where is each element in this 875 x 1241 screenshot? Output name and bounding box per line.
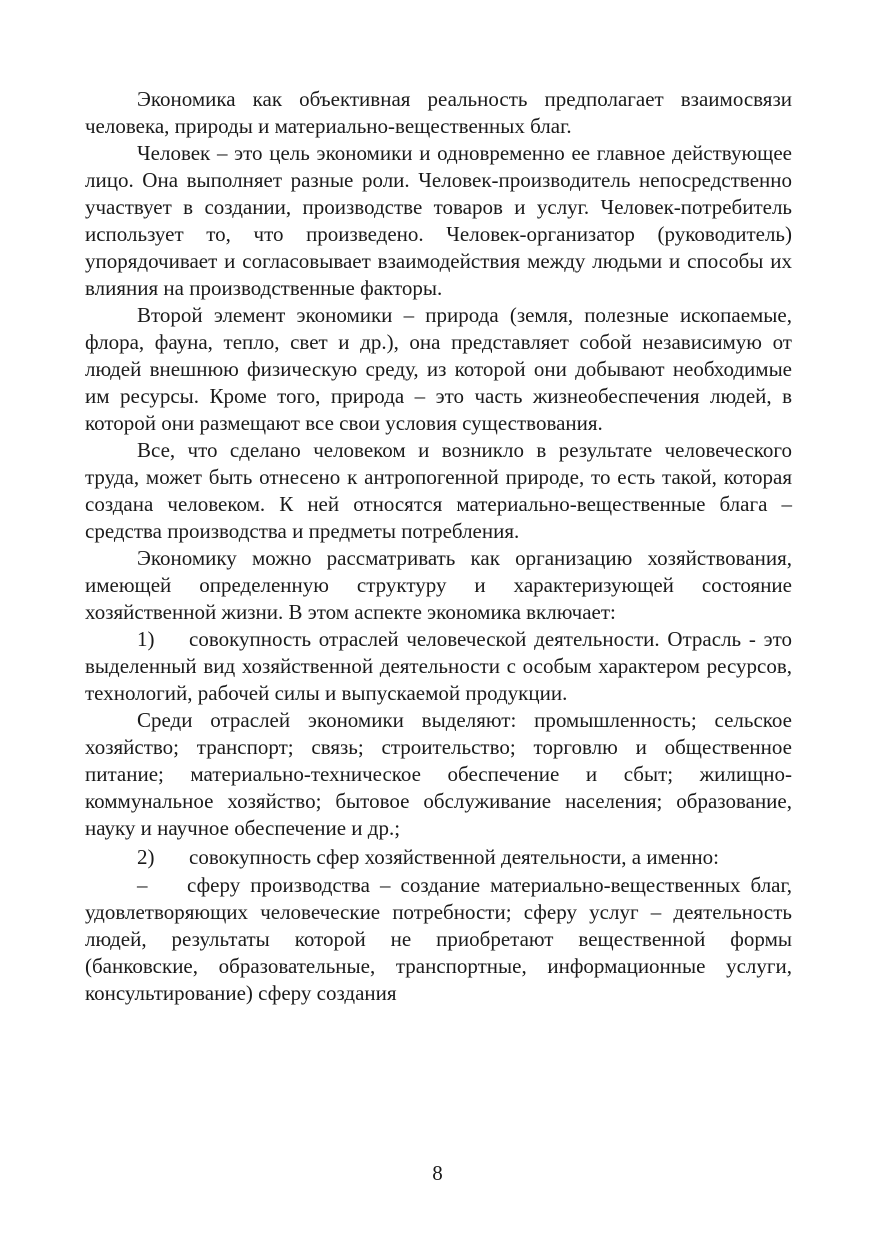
paragraph-economy-definition: Экономика как объективная реальность предполагает взаимосвязи человека, природы и материально-вещественных благ. <box>85 87 792 138</box>
page-number: 8 <box>432 1161 443 1185</box>
page-body <box>85 86 792 1007</box>
dash-list-item-text: сферу производства – создание материально-вещественных благ, удовлетворяющих человеческие потребности; сферу услуг – деятельность людей, результаты которой не приобретают вещественной формы (банковские, образовательные, транспортные, информационные услуги, консультирование) сферу создания <box>85 873 792 1005</box>
paragraph-anthropogenic: Все, что сделано человеком и возникло в результате человеческого труда, может быть отнесено к антропогенной природе, то есть такой, которая создана человеком. К ней относятся материально-вещественные блага – средства производства и предметы потребления. <box>85 438 792 543</box>
list-item-2 <box>85 844 792 871</box>
paragraph-human-role: Человек – это цель экономики и одновременно ее главное действующее лицо. Она выполняет разные роли. Человек-производитель непосредственно участвует в создании, производстве товаров и услуг. Человек-потребитель использует то, что произведено. Человек-организатор (руководитель) упорядочивает и согласовывает взаимодействия между людьми и способы их влияния на производственные факторы. <box>85 141 792 300</box>
paragraph-sectors: Среди отраслей экономики выделяют: промышленность; сельское хозяйство; транспорт; связь; строительство; торговлю и общественное питание; материально-техническое обеспечение и сбыт; жилищно-коммунальное хозяйство; бытовое обслуживание населения; образование, науку и научное обеспечение и др.; <box>85 708 792 840</box>
paragraph-economy-structure: Экономику можно рассматривать как организацию хозяйствования, имеющей определенную структуру и характеризующей состояние хозяйственной жизни. В этом аспекте экономика включает: <box>85 546 792 624</box>
dash-list-item <box>85 872 792 1007</box>
list-item-1 <box>85 626 792 707</box>
list-item-1-text: совокупность отраслей человеческой деятельности. Отрасль - это выделенный вид хозяйственной деятельности с особым характером ресурсов, технологий, рабочей силы и выпускаемой продукции. <box>85 627 792 705</box>
list-item-2-text: совокупность сфер хозяйственной деятельности, а именно: <box>189 845 719 869</box>
list-marker-2: 2) <box>137 845 155 869</box>
dash-marker: – <box>137 873 148 897</box>
paragraph-nature: Второй элемент экономики – природа (земля, полезные ископаемые, флора, фауна, тепло, свет и др.), она представляет собой независимую от людей внешнюю физическую среду, из которой они добывают необходимые им ресурсы. Кроме того, природа – это часть жизнеобеспечения людей, в которой они размещают все свои условия существования. <box>85 303 792 435</box>
list-marker-1: 1) <box>137 627 155 651</box>
